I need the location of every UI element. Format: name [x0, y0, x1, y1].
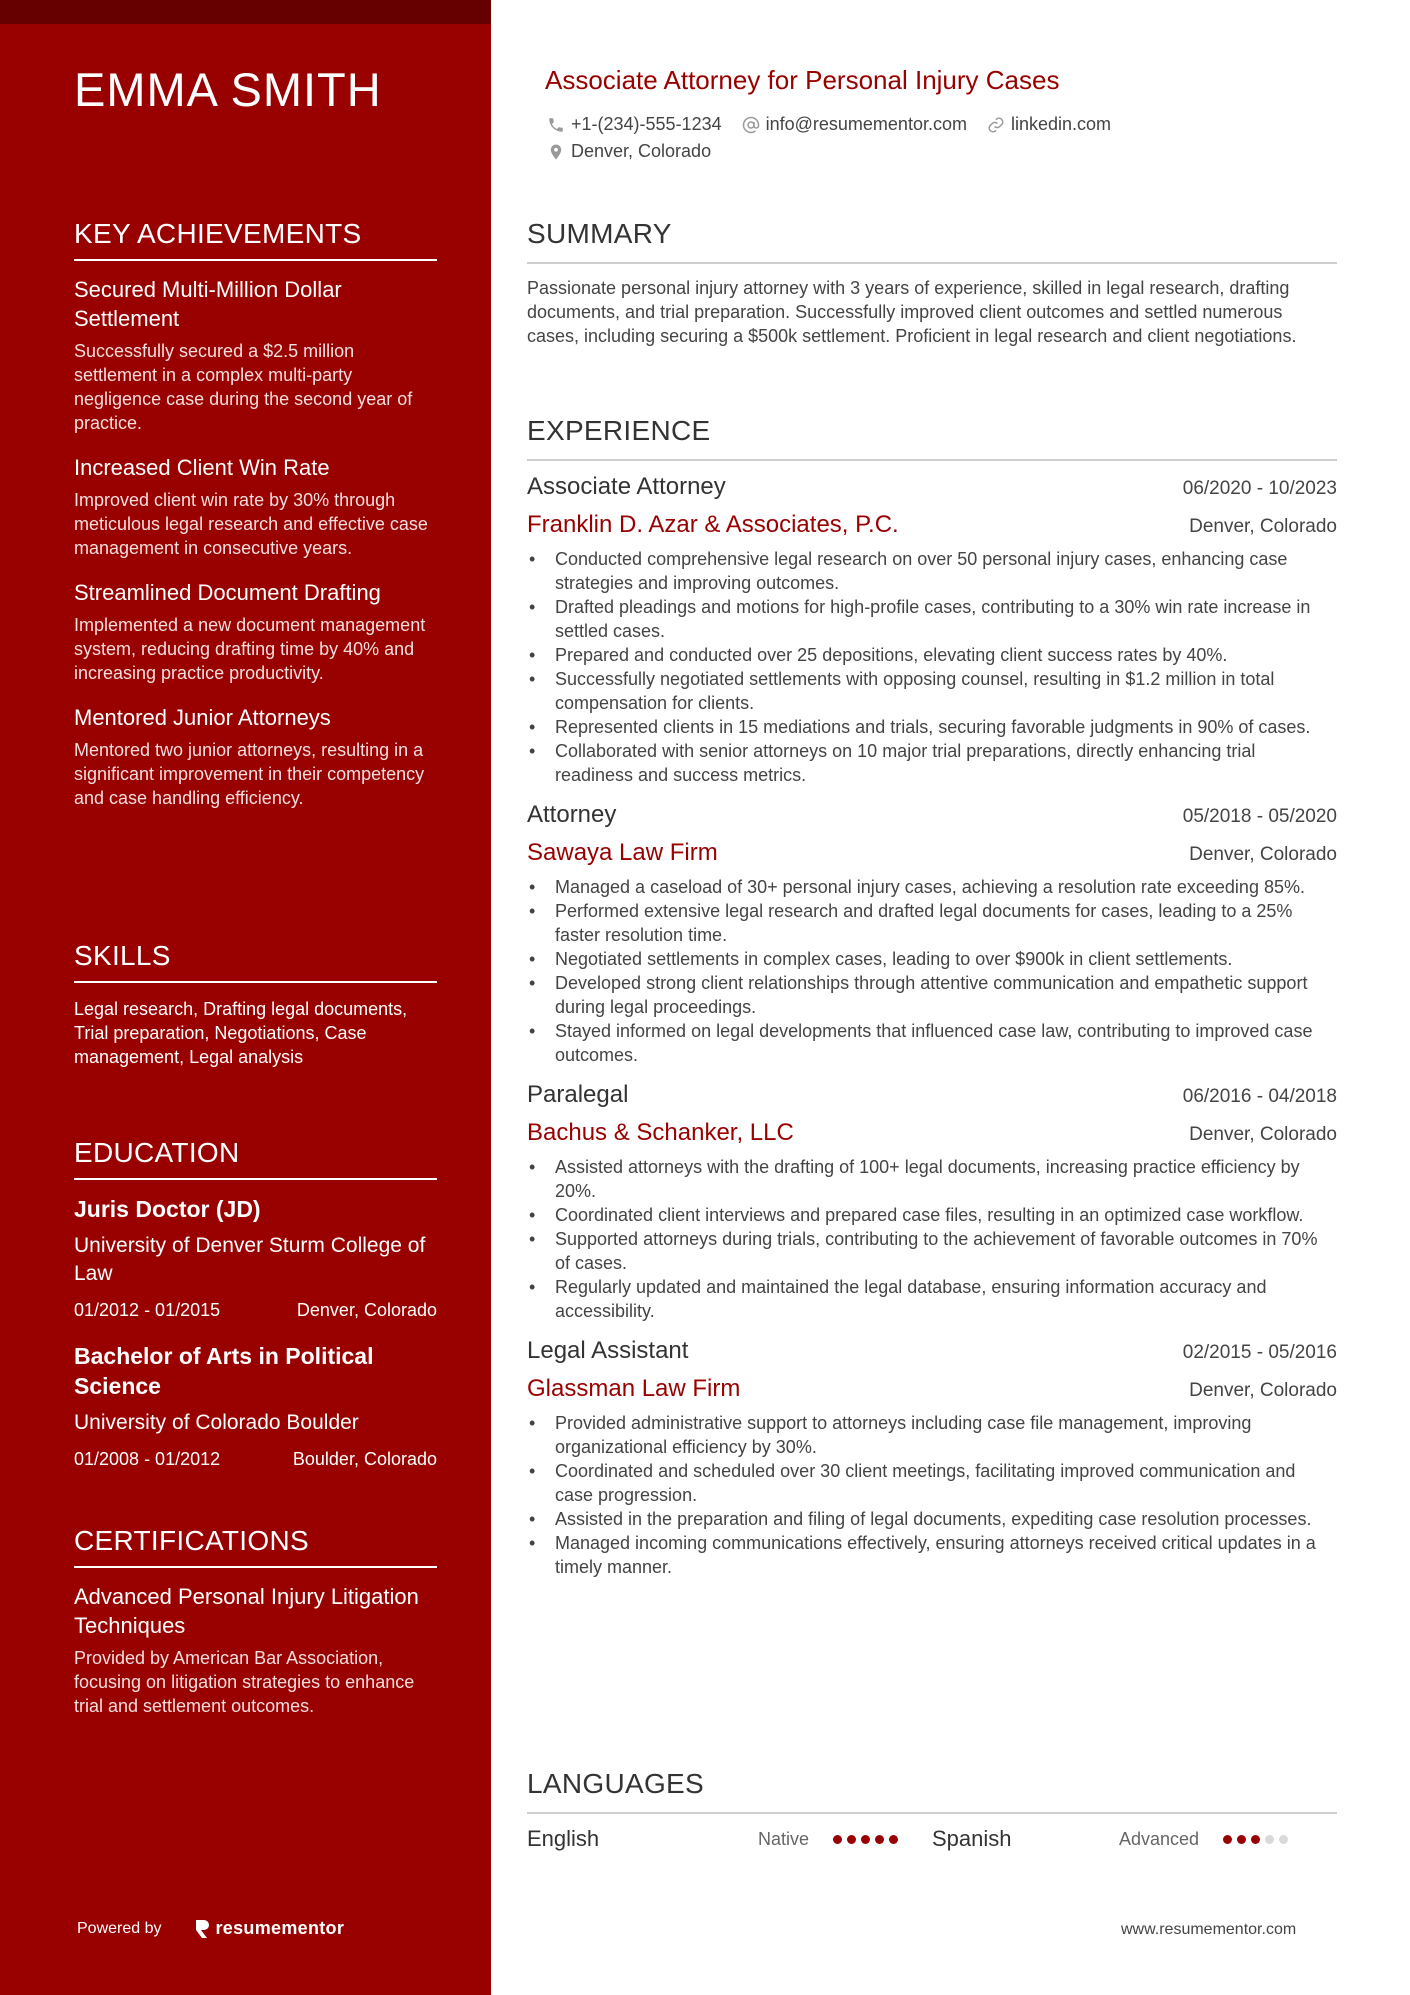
achievement-item: [74, 453, 437, 560]
proficiency-dot-filled: [847, 1835, 856, 1844]
bullet-item: • Assisted in the preparation and filing of legal documents, expediting case resolution processes.: [527, 1507, 1337, 1531]
contact-row: [547, 114, 1131, 135]
footer-url[interactable]: www.resumementor.com: [1121, 1921, 1297, 1938]
achievement-desc: Mentored two junior attorneys, resulting in a significant improvement in their competency and case handling efficiency.: [74, 740, 425, 808]
phone-icon: [547, 116, 565, 134]
bullet-item: • Provided administrative support to attorneys including case file management, improving organizational efficiency by 30%.: [527, 1411, 1337, 1459]
experience-location: Denver, Colorado: [1189, 844, 1337, 865]
education-school: University of Colorado Boulder: [74, 1411, 359, 1434]
language-level: Native: [757, 1828, 809, 1849]
skills-list: Legal research, Drafting legal documents, Trial preparation, Negotiations, Case management, Legal analysis: [74, 999, 408, 1067]
languages-heading: LANGUAGES: [527, 1768, 1337, 1814]
experience-location: Denver, Colorado: [1189, 516, 1337, 537]
contact-location: [547, 141, 711, 162]
certification-title: Advanced Personal Injury Litigation Techniques: [74, 1584, 419, 1638]
main-content: [527, 0, 1337, 1995]
experience-company: Franklin D. Azar & Associates, P.C.: [527, 511, 899, 538]
education-item: [74, 1341, 437, 1470]
bullet-item: • Managed a caseload of 30+ personal injury cases, achieving a resolution rate exceeding 85%.: [527, 875, 1337, 899]
proficiency-dot-filled: [833, 1835, 842, 1844]
bullet-item: • Stayed informed on legal developments that influenced case law, contributing to improved case outcomes.: [527, 1019, 1337, 1067]
education-item: [74, 1194, 437, 1321]
bullet-item: • Prepared and conducted over 25 depositions, elevating client success rates by 40%.: [527, 643, 1337, 667]
bullet-item: • Performed extensive legal research and drafted legal documents for cases, leading to a 25% faster resolution time.: [527, 899, 1337, 947]
bullet-item: • Managed incoming communications effectively, ensuring attorneys received critical updates in a timely manner.: [527, 1531, 1337, 1579]
proficiency-dot-filled: [1237, 1835, 1246, 1844]
bullet-item: • Regularly updated and maintained the legal database, ensuring information accuracy and accessibility.: [527, 1275, 1337, 1323]
email-text: info@resumementor.com: [765, 114, 967, 134]
bullet-item: • Coordinated and scheduled over 30 client meetings, facilitating improved communication and case progression.: [527, 1459, 1337, 1507]
bullet-item: • Conducted comprehensive legal research on over 50 personal injury cases, enhancing case strategies and improving outcomes.: [527, 547, 1337, 595]
experience-item: [527, 473, 1337, 787]
contact-email[interactable]: [742, 114, 967, 135]
certifications-heading: CERTIFICATIONS: [74, 1525, 437, 1568]
bullet-item: • Collaborated with senior attorneys on 10 major trial preparations, directly enhancing trial readiness and success metrics.: [527, 739, 1337, 787]
languages-row: [527, 1826, 1337, 1852]
powered-by-label: Powered by: [77, 1919, 162, 1937]
bullet-item: • Assisted attorneys with the drafting of 100+ legal documents, increasing practice efficiency by 20%.: [527, 1155, 1337, 1203]
bullet-item: • Represented clients in 15 mediations and trials, securing favorable judgments in 90% of cases.: [527, 715, 1337, 739]
bullet-item: • Negotiated settlements in complex cases, leading to over $900k in client settlements.: [527, 947, 1337, 971]
achievement-item: [74, 578, 437, 685]
location-row: [547, 141, 731, 162]
education-degree: Juris Doctor (JD): [74, 1196, 261, 1222]
achievement-title: Secured Multi-Million Dollar Settlement: [74, 277, 342, 331]
skills-heading: SKILLS: [74, 940, 437, 983]
achievement-title: Increased Client Win Rate: [74, 455, 330, 480]
brand-logo[interactable]: [194, 1918, 345, 1939]
summary-heading: SUMMARY: [527, 218, 1337, 264]
education-dates: 01/2012 - 01/2015: [74, 1300, 221, 1320]
achievements-section: [74, 218, 437, 828]
proficiency-dot-empty: [1265, 1835, 1274, 1844]
experience-section: [527, 415, 1337, 1593]
experience-item: [527, 801, 1337, 1067]
experience-heading: EXPERIENCE: [527, 415, 1337, 461]
language-name: Spanish: [932, 1826, 1012, 1851]
language-item: [932, 1826, 1337, 1852]
language-level: Advanced: [1118, 1828, 1199, 1849]
certifications-section: [74, 1525, 437, 1718]
bullet-item: • Developed strong client relationships through attentive communication and empathetic support during legal proceedings.: [527, 971, 1337, 1019]
experience-dates: 06/2020 - 10/2023: [1182, 478, 1337, 499]
achievement-item: [74, 703, 437, 810]
bullet-item: • Supported attorneys during trials, contributing to the achievement of favorable outcomes in 70% of cases.: [527, 1227, 1337, 1275]
candidate-name: EMMA SMITH: [74, 63, 382, 116]
brand-name: resumementor: [215, 1918, 345, 1938]
link-icon: [987, 116, 1005, 134]
education-heading: EDUCATION: [74, 1137, 437, 1180]
experience-company: Bachus & Schanker, LLC: [527, 1119, 794, 1146]
resumementor-logo-icon: [194, 1919, 210, 1939]
phone-text: +1-(234)-555-1234: [571, 114, 722, 134]
experience-dates: 02/2015 - 05/2016: [1182, 1342, 1337, 1363]
linkedin-text: linkedin.com: [1010, 114, 1112, 134]
experience-dates: 06/2016 - 04/2018: [1182, 1086, 1337, 1107]
experience-bullets: [527, 1411, 1337, 1579]
bullet-item: • Coordinated client interviews and prepared case files, resulting in an optimized case workflow.: [527, 1203, 1337, 1227]
languages-section: [527, 1768, 1337, 1852]
achievement-desc: Successfully secured a $2.5 million settlement in a complex multi-party negligence case during the second year of practice.: [74, 341, 413, 433]
summary-section: [527, 218, 1337, 348]
at-sign-icon: [742, 116, 760, 134]
location-text: Denver, Colorado: [571, 141, 712, 161]
experience-role: Associate Attorney: [527, 473, 726, 500]
achievement-title: Mentored Junior Attorneys: [74, 705, 331, 730]
proficiency-dot-filled: [1251, 1835, 1260, 1844]
achievements-heading: KEY ACHIEVEMENTS: [74, 218, 437, 261]
language-item: [527, 1826, 932, 1852]
experience-company: Sawaya Law Firm: [527, 839, 718, 866]
proficiency-dot-filled: [861, 1835, 870, 1844]
achievement-desc: Improved client win rate by 30% through meticulous legal research and effective case management in consecutive years.: [74, 490, 428, 558]
achievement-item: [74, 275, 437, 435]
proficiency-dot-empty: [1279, 1835, 1288, 1844]
job-title: Associate Attorney for Personal Injury Cases: [545, 65, 1060, 95]
contact-phone[interactable]: [547, 114, 722, 135]
experience-bullets: [527, 547, 1337, 787]
sidebar-top-bar: [0, 0, 491, 24]
achievement-desc: Implemented a new document management system, reducing drafting time by 40% and increasing practice productivity.: [74, 615, 426, 683]
experience-role: Attorney: [527, 801, 617, 828]
language-name: English: [527, 1826, 600, 1851]
bullet-item: • Successfully negotiated settlements with opposing counsel, resulting in $1.2 million in total compensation for clients.: [527, 667, 1337, 715]
education-dates: 01/2008 - 01/2012: [74, 1449, 221, 1469]
education-section: [74, 1137, 437, 1490]
experience-bullets: [527, 1155, 1337, 1323]
contact-linkedin[interactable]: [987, 114, 1111, 135]
education-school: University of Denver Sturm College of Law: [74, 1234, 426, 1285]
certification-desc: Provided by American Bar Association, focusing on litigation strategies to enhance trial and settlement outcomes.: [74, 1648, 415, 1716]
experience-location: Denver, Colorado: [1189, 1124, 1337, 1145]
experience-role: Legal Assistant: [527, 1337, 689, 1364]
sidebar: [0, 0, 491, 1995]
experience-company: Glassman Law Firm: [527, 1375, 741, 1402]
proficiency-dot-filled: [875, 1835, 884, 1844]
experience-item: [527, 1337, 1337, 1579]
education-degree: Bachelor of Arts in Political Science: [74, 1343, 374, 1399]
experience-location: Denver, Colorado: [1189, 1380, 1337, 1401]
language-proficiency-dots: [833, 1835, 903, 1844]
bullet-item: • Drafted pleadings and motions for high-profile cases, contributing to a 30% win rate increase in settled cases.: [527, 595, 1337, 643]
language-proficiency-dots: [1223, 1835, 1293, 1844]
experience-dates: 05/2018 - 05/2020: [1182, 806, 1337, 827]
education-location: Boulder, Colorado: [292, 1449, 437, 1469]
skills-section: [74, 940, 437, 1069]
experience-bullets: [527, 875, 1337, 1067]
location-pin-icon: [547, 143, 565, 161]
experience-role: Paralegal: [527, 1081, 629, 1108]
proficiency-dot-filled: [1223, 1835, 1232, 1844]
achievement-title: Streamlined Document Drafting: [74, 580, 381, 605]
experience-item: [527, 1081, 1337, 1323]
education-location: Denver, Colorado: [296, 1300, 437, 1320]
summary-text: Passionate personal injury attorney with 3 years of experience, skilled in legal research, drafting documents, and trial preparation. Successfully improved client outcomes and settled numerous cases, including securing a $500k settlement. Proficient in legal research and client negotiations.: [527, 278, 1297, 346]
proficiency-dot-filled: [889, 1835, 898, 1844]
powered-by: [77, 1918, 344, 1939]
